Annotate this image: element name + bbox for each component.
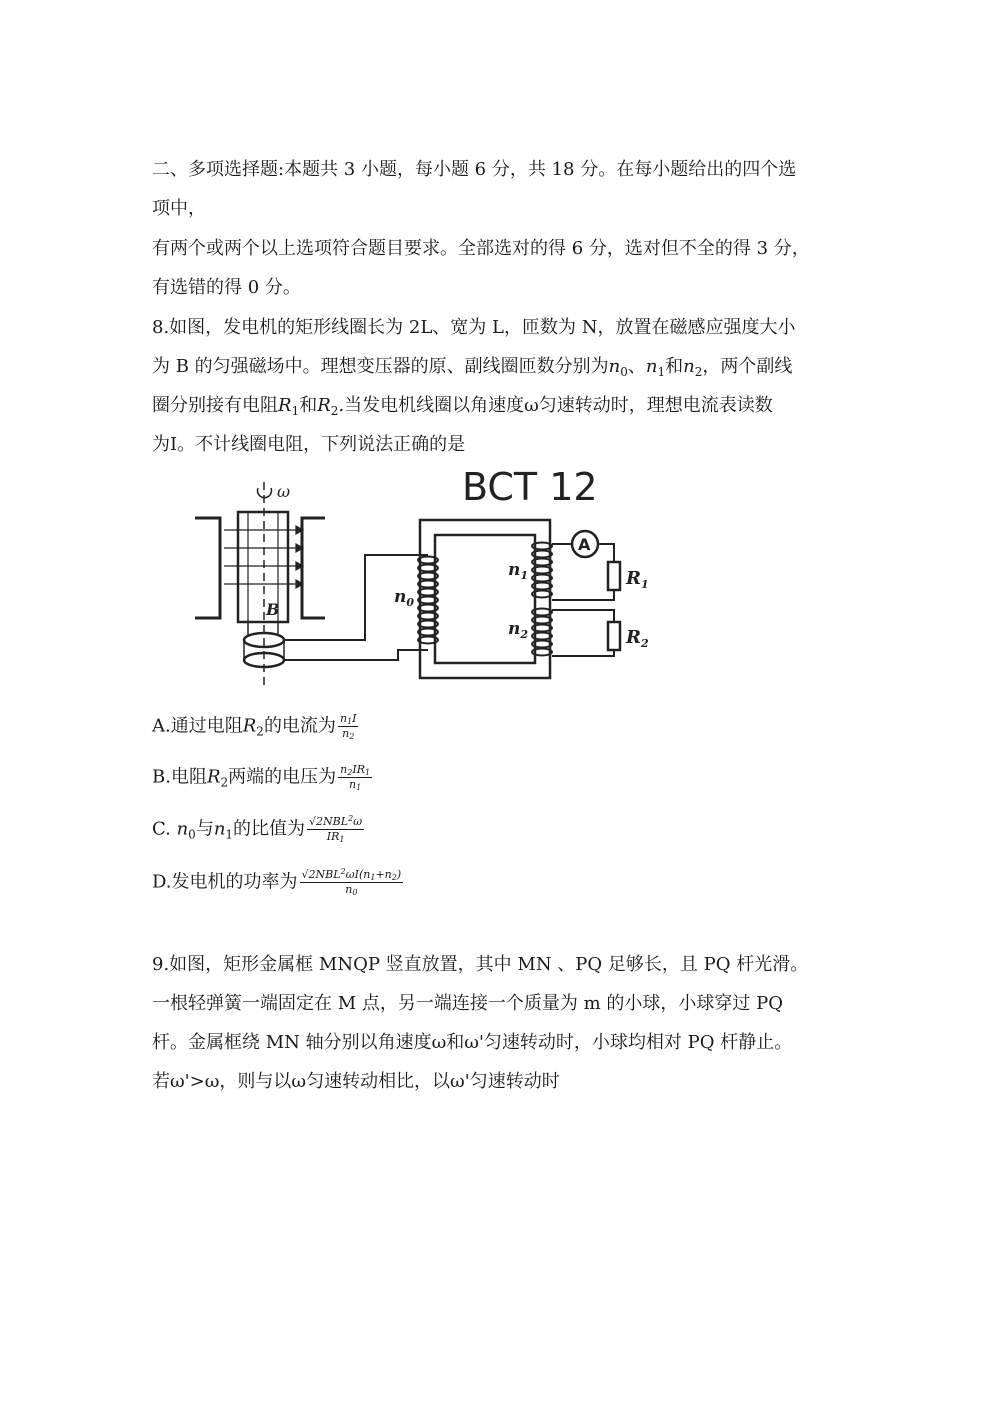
q8-line4: 为I。不计线圈电阻，下列说法正确的是 [152,434,466,455]
magnet-right [302,518,325,618]
n2-label: $n_2$ [508,619,529,641]
section-heading-line1: 二、多项选择题:本题共 3 小题，每小题 6 分，共 18 分。在每小题给出的四个选 [152,159,797,180]
field-B-label: B [266,600,280,619]
section-heading-line4: 有选错的得 0 分。 [152,277,301,298]
q8-line1: 8.如图，发电机的矩形线圈长为 2L、宽为 L，匝数为 N，放置在磁感应强度大小 [152,317,796,338]
resistor-R1 [608,562,620,590]
q8-line2: 为 B 的匀强磁场中。理想变压器的原、副线圈匝数分别为$n_0$、$n_1$和$n_2$，两个副线 [152,356,793,379]
generator-coil [238,512,288,622]
R1-label: $R_1$ [626,568,649,591]
ammeter-label: A [578,535,591,554]
handwritten-note: BCT 12 [462,465,598,509]
q9-line2: 一根轻弹簧一端固定在 M 点，另一端连接一个质量为 m 的小球，小球穿过 PQ [152,993,783,1014]
section-heading-line2: 项中， [152,198,206,219]
q9-line4: 若ω'>ω，则与以ω匀速转动相比，以ω'匀速转动时 [152,1071,560,1092]
generator-transformer-diagram [140,460,680,700]
q8-option-a: A.通过电阻$R_2$的电流为 $\frac{n_1I}{n_2}$ [152,712,357,741]
omega-label: ω [277,482,291,501]
resistor-R2 [608,622,620,650]
q9-line1: 9.如图，矩形金属框 MNQP 竖直放置，其中 MN 、PQ 足够长，且 PQ 杆光滑。 [152,954,809,975]
q8-line3: 圈分别接有电阻$R_1$和$R_2$.当发电机线圈以角速度ω匀速转动时，理想电流表读数 [152,395,773,418]
n1-label: $n_1$ [508,560,529,582]
magnet-left [195,518,220,618]
n0-label: $n_0$ [394,587,415,609]
wire-primary-bottom [284,650,428,660]
section-heading-line3: 有两个或两个以上选项符合题目要求。全部选对的得 6 分，选对但不全的得 3 分， [152,238,810,259]
R2-label: $R_2$ [626,627,649,650]
q9-line3: 杆。金属框绕 MN 轴分别以角速度ω和ω'匀速转动时，小球均相对 PQ 杆静止。 [152,1032,793,1053]
q8-option-b: B.电阻$R_2$两端的电压为 $\frac{n_2IR_1}{n_1}$ [152,763,371,792]
q8-option-d: D.发电机的功率为 $\frac{√2NBL^2\omega I(n_1+n_2)}{n_0}$ [152,867,402,897]
transformer-core-outer [420,520,550,678]
q8-option-c: C. $n_0$与$n_1$的比值为 $\frac{√2NBL^2\omega}{IR_1}$ [152,814,363,844]
transformer-core-inner [435,535,535,663]
